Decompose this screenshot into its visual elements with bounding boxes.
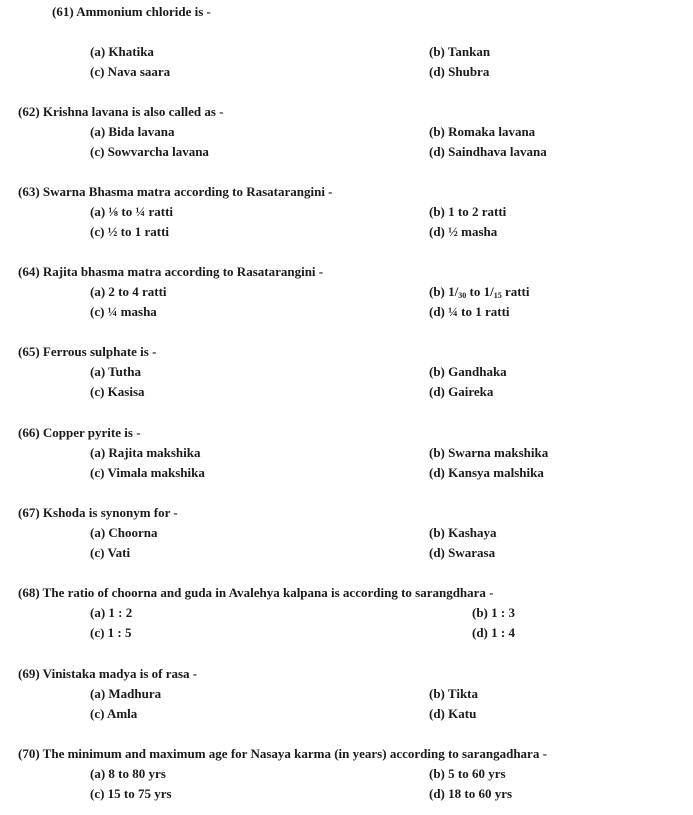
option-c: (c) ¼ masha [90, 304, 157, 319]
option-b-middle: to 1/ [466, 284, 494, 299]
option-c: (c) 1 : 5 [90, 625, 132, 640]
option-d: (d) Swarasa [429, 545, 496, 560]
option-b: (b) 1 to 2 ratti [429, 204, 507, 219]
option-b-suffix: ratti [501, 284, 530, 299]
option-d: (d) ¼ to 1 ratti [429, 304, 510, 319]
option-b: (b) Romaka lavana [429, 124, 536, 139]
question-69 [0, 666, 693, 726]
option-a: (a) 8 to 80 yrs [90, 766, 166, 781]
question-text: (63) Swarna Bhasma matra according to Rasatarangini - [18, 184, 333, 199]
question-text: (67) Kshoda is synonym for - [18, 505, 178, 520]
option-b: (b) 1 : 3 [472, 605, 515, 620]
option-d: (d) Katu [429, 706, 477, 721]
option-c: (c) Vati [90, 545, 131, 560]
option-b: (b) Kashaya [429, 525, 497, 540]
option-b: (b) Gandhaka [429, 364, 507, 379]
question-text: (66) Copper pyrite is - [18, 425, 141, 440]
question-text: (61) Ammonium chloride is - [52, 4, 211, 19]
option-d: (d) 18 to 60 yrs [429, 786, 513, 801]
option-a: (a) Khatika [90, 44, 154, 59]
option-c: (c) Vimala makshika [90, 465, 205, 480]
option-a: (a) Tutha [90, 364, 141, 379]
option-c: (c) Nava saara [90, 64, 171, 79]
question-text: (62) Krishna lavana is also called as - [18, 104, 224, 119]
question-64 [0, 264, 693, 324]
question-68 [0, 585, 693, 645]
question-70 [0, 746, 693, 806]
option-d: (d) Saindhava lavana [429, 144, 547, 159]
question-text: (69) Vinistaka madya is of rasa - [18, 666, 198, 681]
option-d: (d) Shubra [429, 64, 490, 79]
question-63 [0, 184, 693, 244]
question-65 [0, 344, 693, 404]
option-b: (b) Tikta [429, 686, 479, 701]
option-a: (a) Bida lavana [90, 124, 175, 139]
option-a: (a) Choorna [90, 525, 158, 540]
question-62 [0, 104, 693, 164]
question-text: (70) The minimum and maximum age for Nasaya karma (in years) according to sarangadhara - [18, 746, 547, 761]
option-a: (a) ⅛ to ¼ ratti [90, 204, 174, 219]
question-67 [0, 505, 693, 565]
option-a: (a) Madhura [90, 686, 162, 701]
option-b: (b) 5 to 60 yrs [429, 766, 506, 781]
option-b-sub-2: 15 [493, 291, 502, 300]
option-b: (b) Swarna makshika [429, 445, 549, 460]
option-a: (a) 1 : 2 [90, 605, 133, 620]
option-c: (c) 15 to 75 yrs [90, 786, 172, 801]
question-66 [0, 425, 693, 485]
option-b-sub-1: 30 [458, 291, 467, 300]
option-b [429, 284, 530, 300]
option-d: (d) 1 : 4 [472, 625, 515, 640]
option-c: (c) Sowvarcha lavana [90, 144, 209, 159]
option-a: (a) 2 to 4 ratti [90, 284, 167, 299]
option-b-prefix: (b) 1/ [429, 284, 459, 299]
option-c: (c) Kasisa [90, 384, 145, 399]
question-text: (65) Ferrous sulphate is - [18, 344, 157, 359]
option-c: (c) ½ to 1 ratti [90, 224, 170, 239]
option-b: (b) Tankan [429, 44, 491, 59]
question-61 [0, 4, 693, 79]
question-text: (68) The ratio of choorna and guda in Avalehya kalpana is according to sarangdhara - [18, 585, 494, 600]
question-text: (64) Rajita bhasma matra according to Rasatarangini - [18, 264, 324, 279]
option-a: (a) Rajita makshika [90, 445, 201, 460]
option-d: (d) Kansya malshika [429, 465, 544, 480]
option-c: (c) Amla [90, 706, 138, 721]
option-d: (d) Gaireka [429, 384, 494, 399]
option-d: (d) ½ masha [429, 224, 498, 239]
